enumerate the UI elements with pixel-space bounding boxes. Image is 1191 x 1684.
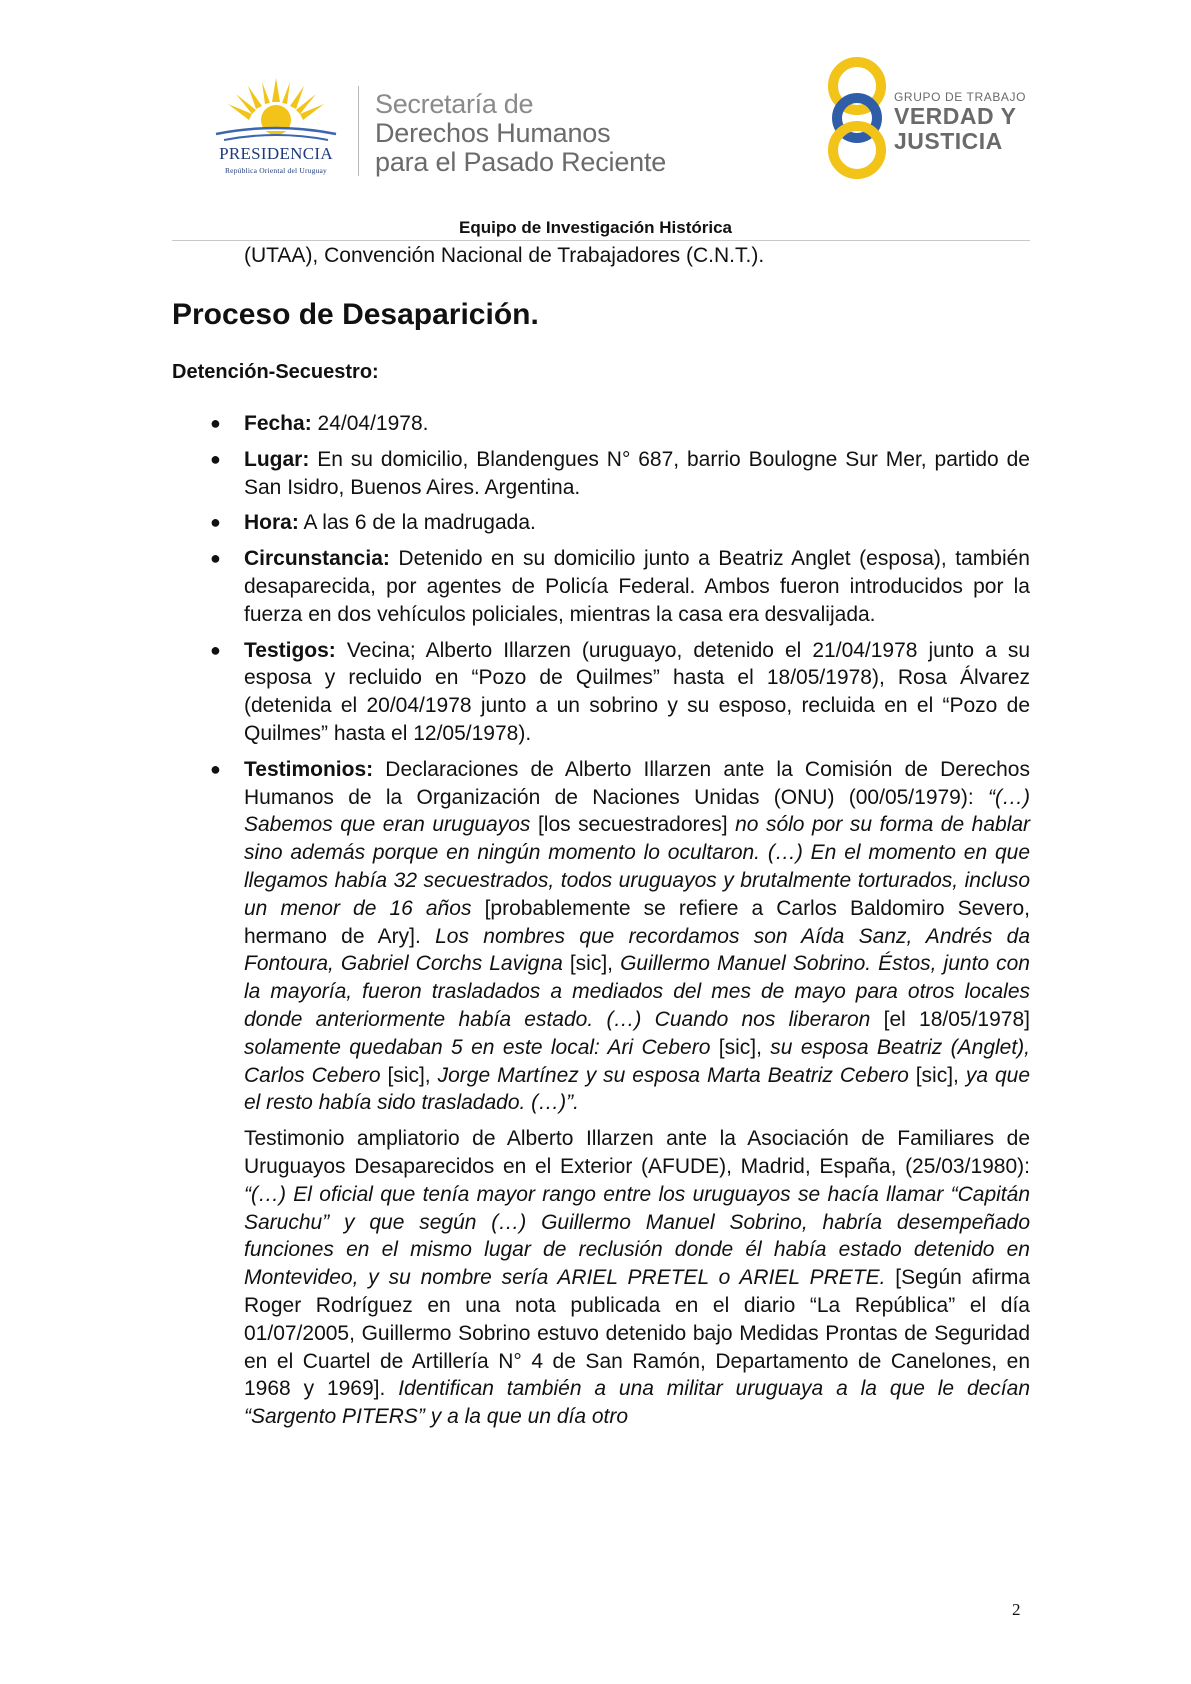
bullet-icon: ● [210,639,221,660]
presidencia-subtitle: República Oriental del Uruguay [224,166,327,175]
testimony-quote: Guillermo Manuel Sobrino. Éstos, junto con la mayoría, fueron trasladados a mediados del mes de mayo para otros locales donde anteriormente había estado. (…) Cuando nos liberaron [244,952,1030,1031]
item-label: Lugar: [244,447,310,471]
list-item-testimonios [172,756,1030,1117]
bullet-icon: ● [210,758,221,779]
testimony-paragraph-2 [244,1125,1030,1431]
document-body [172,242,1030,1431]
testimony-quote: su esposa Beatriz (Anglet), Carlos Cebero [244,1035,1031,1087]
bullet-icon: ● [210,548,221,569]
testimony-text: [Según afirma Roger Rodríguez en una nota publicada en el diario “La República” el día 01/07/2005, Guillermo Sobrino estuvo detenido bajo Medidas Prontas de Seguridad en el Cuartel de Artillería N° 4 de San Ramón, Departamento de Canelones, en 1968 y 1969]. [244,1266,1030,1401]
item-text: En su domicilio, Blandengues N° 687, barrio Boulogne Sur Mer, partido de San Isidro, Buenos Aires. Argentina. [244,447,1030,499]
testimony-text: Declaraciones de Alberto Illarzen ante la Comisión de Derechos Humanos de la Organización de Naciones Unidas (ONU) (00/05/1979): [244,757,1030,809]
testimony-text: [sic], [710,1035,771,1059]
vyj-line-3: JUSTICIA [894,128,1003,154]
bullet-icon: ● [210,512,221,533]
testimony-quote: solamente quedaban 5 en este local: Ari Cebero [244,1035,711,1059]
list-item-hora [172,509,1030,537]
testimony-quote: Los nombres que recordamos son Aída Sanz, Andrés da Fontoura, Gabriel Corchs Lavigna [244,924,1030,976]
rings-emblem-icon [822,56,892,180]
subsection-title: Detención-Secuestro: [172,361,379,383]
item-text: A las 6 de la madrugada. [298,511,536,535]
item-text: Vecina; Alberto Illarzen (uruguayo, detenido el 21/04/1978 junto a su esposa y recluido en “Pozo de Quilmes” hasta el 18/05/1978), Rosa Álvarez (detenida el 20/04/1978 junto a un sobrino y su esposo, recluida en el “Pozo de Quilmes” hasta el 12/05/1978). [244,638,1030,745]
item-label: Circunstancia: [244,547,390,571]
vyj-line-1: GRUPO DE TRABAJO [894,90,1027,104]
testimony-quote: no sólo por su forma de hablar sino además porque en ningún momento lo ocultaron. (…) En el momento en que llegamos había 32 secuestrados, todos uruguayos y brutalmente torturados, incluso un menor de 16 años [244,813,1031,920]
header-rule [172,240,1030,241]
list-item-testigos [172,637,1030,748]
testimony-text: [sic], [908,1063,966,1087]
secretaria-line-3: para el Pasado Reciente [375,147,667,177]
presidencia-logo [196,76,356,176]
testimony-quote: Identifican también a una militar uruguaya a la que le decían “Sargento PITERS” y a la que un día otro [244,1377,1031,1429]
item-text: 24/04/1978. [311,412,429,435]
testimony-quote: Jorge Martínez y su esposa Marta Beatriz Cebero [437,1063,909,1087]
list-item-circunstancia [172,545,1030,628]
presidencia-wordmark: PRESIDENCIA [219,144,333,163]
item-text: Detenido en su domicilio junto a Beatriz Anglet (esposa), también desaparecida, por agentes de Policía Federal. Ambos fueron introducidos por la fuerza en dos vehículos policiales, mientras la casa era desvalijada. [244,547,1030,626]
testimony-text: [sic], [562,952,621,976]
secretaria-logo-text [375,90,666,177]
section-title: Proceso de Desaparición. [172,298,539,331]
item-label: Testigos: [244,638,336,662]
item-label: Hora: [244,511,299,535]
verdad-justicia-logo [822,56,1032,180]
testimony-text: [probablemente se refiere a Carlos Baldomiro Severo, hermano de Ary]. [244,896,1030,948]
testimony-quote: “(…) Sabemos que eran uruguayos [244,785,1030,837]
header-divider [358,86,359,176]
page-header [0,0,1191,240]
vyj-line-2: VERDAD Y [894,103,1017,129]
list-item-lugar [172,446,1030,502]
testimony-text: [sic], [380,1063,438,1087]
page-number: 2 [1012,1600,1021,1619]
testimony-quote: “(…) El oficial que tenía mayor rango entre los uruguayos se hacía llamar “Capitán Saruchu” y que según (…) Guillermo Manuel Sobrino, habría desempeñado funciones en el mismo lugar de reclusión donde él había estado detenido en Montevideo, y su nombre sería ARIEL PRETEL o ARIEL PRETE. [244,1182,1030,1290]
item-label: Testimonios: [244,757,374,781]
detention-details-list [172,410,1030,1117]
item-label: Fecha: [244,412,312,435]
continuation-text: (UTAA), Convención Nacional de Trabajadores (C.N.T.). [244,244,765,267]
sun-emblem-icon [196,76,356,148]
testimony-text: [los secuestradores] [530,813,736,837]
bullet-icon: ● [210,413,221,433]
testimony-text: [el 18/05/1978] [870,1007,1030,1031]
secretaria-line-1: Secretaría de [375,89,534,119]
secretaria-line-2: Derechos Humanos [375,118,611,148]
verdad-justicia-text [894,90,1026,154]
testimony-text: Testimonio ampliatorio de Alberto Illarzen ante la Asociación de Familiares de Uruguayos Desaparecidos en el Exterior (AFUDE), Madrid, España, (25/03/1980): [244,1127,1030,1178]
team-title: Equipo de Investigación Histórica [459,218,732,237]
testimony-quote: ya que el resto había sido trasladado. (…)”. [244,1063,1031,1115]
bullet-icon: ● [210,448,221,469]
list-item-fecha [172,410,1030,438]
